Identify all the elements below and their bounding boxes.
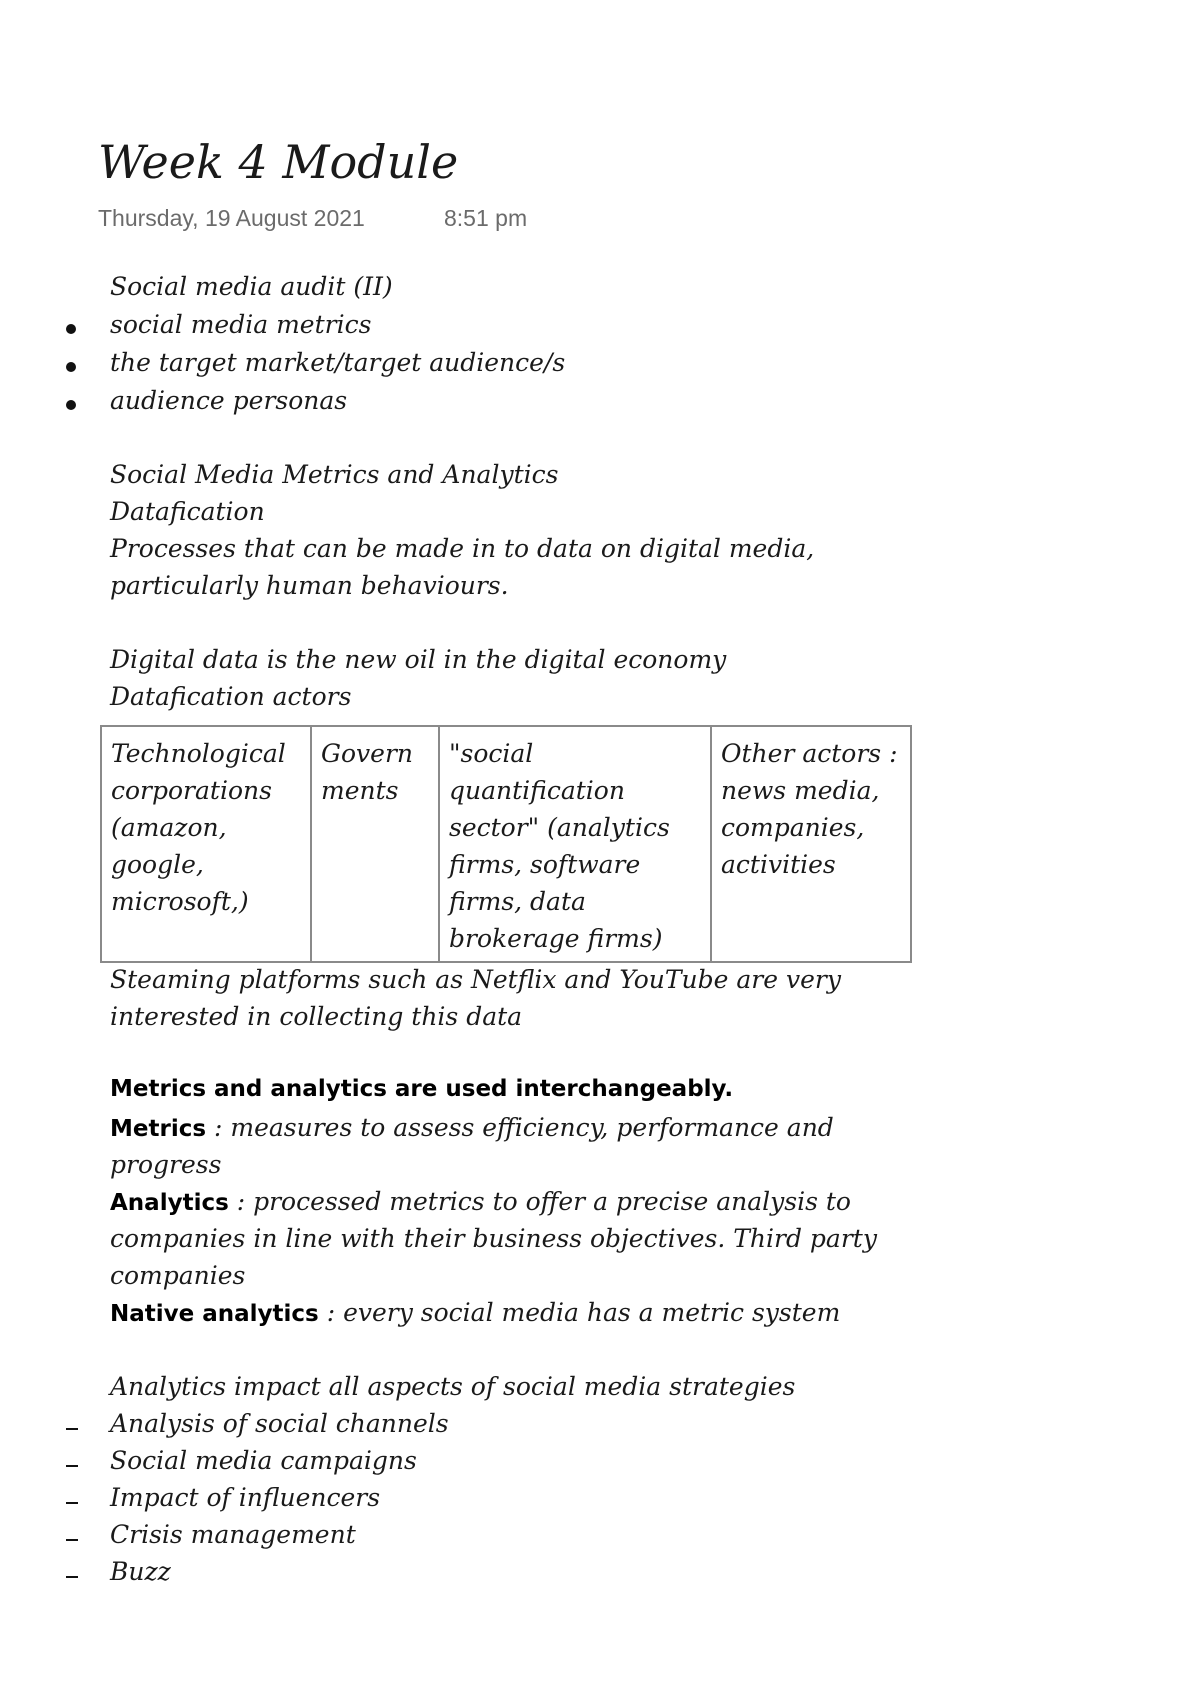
impact-item: Crisis management [110, 1520, 356, 1549]
bullet-icon [66, 324, 76, 334]
analytics-definition [110, 1187, 851, 1216]
metrics-text: : measures to assess efficiency, performance and [206, 1113, 834, 1142]
note-timestamp [98, 205, 528, 232]
note-time: 8:51 pm [444, 205, 528, 231]
metrics-term: Metrics [110, 1116, 207, 1142]
digital-oil-line: Digital data is the new oil in the digital economy [110, 645, 727, 674]
table-cell-social-quantification: "social quantification sector" (analytics firms, software firms, data brokerage firms) [439, 726, 711, 962]
datafication-definition-line: Processes that can be made in to data on digital media, [110, 534, 815, 563]
metrics-definition [110, 1113, 834, 1142]
impact-heading: Analytics impact all aspects of social media strategies [110, 1372, 796, 1401]
table-cell-tech-corporations: Technological corporations (amazon, google, microsoft,) [101, 726, 311, 962]
dash-icon [66, 1428, 78, 1430]
dash-icon [66, 1502, 78, 1504]
datafication-definition-line: particularly human behaviours. [110, 571, 509, 600]
streaming-line: interested in collecting this data [110, 1002, 523, 1031]
impact-item: Social media campaigns [110, 1446, 417, 1475]
note-title: Week 4 Module [98, 135, 459, 189]
metrics-text-cont: progress [110, 1150, 222, 1179]
native-analytics-term: Native analytics [110, 1301, 319, 1327]
audit-item: audience personas [110, 386, 348, 415]
bullet-icon [66, 362, 76, 372]
note-date: Thursday, 19 August 2021 [98, 205, 365, 231]
analytics-text: : processed metrics to offer a precise analysis to [228, 1187, 851, 1216]
native-analytics-definition [110, 1298, 840, 1327]
datafication-actors-table [100, 725, 912, 963]
datafication-heading: Datafication [110, 497, 265, 526]
audit-item: social media metrics [110, 310, 372, 339]
table-row [101, 726, 911, 962]
impact-item: Analysis of social channels [110, 1409, 449, 1438]
table-cell-governments: Govern ments [311, 726, 439, 962]
audit-heading: Social media audit (II) [110, 272, 393, 301]
native-analytics-text: : every social media has a metric system [318, 1298, 841, 1327]
impact-item: Buzz [110, 1557, 171, 1586]
dash-icon [66, 1539, 78, 1541]
dash-icon [66, 1576, 78, 1578]
audit-item: the target market/target audience/s [110, 348, 566, 377]
table-cell-other-actors: Other actors : news media, companies, activities [711, 726, 911, 962]
bullet-icon [66, 400, 76, 410]
metrics-heading: Social Media Metrics and Analytics [110, 460, 559, 489]
actors-heading: Datafication actors [110, 682, 352, 711]
dash-icon [66, 1465, 78, 1467]
streaming-line: Steaming platforms such as Netflix and YouTube are very [110, 965, 841, 994]
interchangeable-heading: Metrics and analytics are used interchangeably. [110, 1076, 734, 1102]
analytics-text-cont: companies in line with their business objectives. Third party [110, 1224, 877, 1253]
analytics-term: Analytics [110, 1190, 229, 1216]
impact-item: Impact of influencers [110, 1483, 381, 1512]
analytics-text-cont: companies [110, 1261, 246, 1290]
